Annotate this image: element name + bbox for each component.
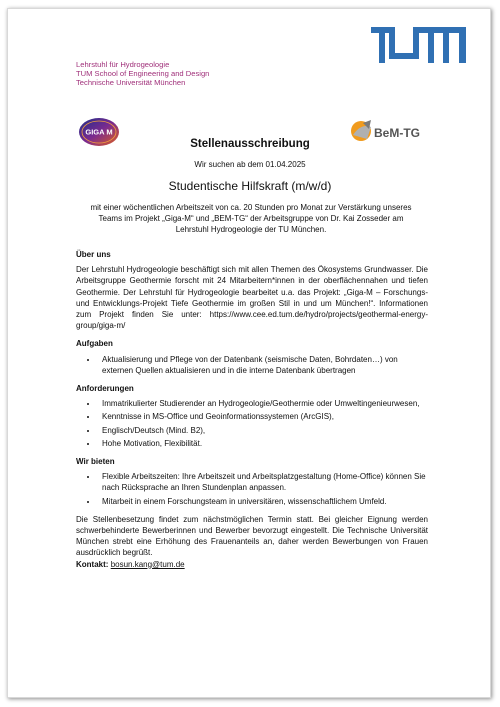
section-offer xyxy=(76,456,428,507)
list-item: • Hohe Motivation, Flexibilität. xyxy=(98,438,428,449)
contact-line xyxy=(76,559,428,570)
position-title: Studentische Hilfskraft (m/w/d) xyxy=(168,179,332,193)
list-item: • Englisch/Deutsch (Mind. B2), xyxy=(98,425,428,436)
list-item: • Kenntnisse in MS-Office und Geoinformationssystemen (ArcGIS), xyxy=(98,411,428,422)
header-line-chair: Lehrstuhl für Hydrogeologie xyxy=(76,60,170,69)
header-line-school: TUM School of Engineering and Design xyxy=(76,69,210,79)
list-item: • Mitarbeit in einem Forschungsteam in universitären, wissenschaftlichem Umfeld. xyxy=(98,496,428,507)
start-date-line: Wir suchen ab dem 01.04.2025 xyxy=(194,160,306,169)
intro-paragraph xyxy=(86,203,416,235)
list-item: • Aktualisierung und Pflege von der Datenbank (seismische Daten, Bohrdaten…) von externen Quellen aktualisieren und in die interne Datenbank übertragen xyxy=(98,354,428,376)
section-heading-tasks: Aufgaben xyxy=(76,339,113,349)
section-about xyxy=(76,249,428,331)
requirements-list xyxy=(76,398,428,449)
chair-header xyxy=(76,60,209,88)
tasks-list xyxy=(76,354,428,376)
about-text: Der Lehrstuhl Hydrogeologie beschäftigt sich mit allen Themen des Ökosystems Grundwasser. Die Arbeitsgruppe Geothermie forscht mit 24 Mitarbeitern*innen in der oberflächennahen und tiefen Geothermie. Der Lehrstuhl für Hydrogeologie bearbeitet u.a. das Projekt: „Giga-M – Forschungs- und Entwicklungs-Projekt Tiefe Geothermie im großen Stil in und um München!“. Informationen zum Projekt finden Sie unter: https://www.cee.ed.tum.de/hydro/projects/geothermal-energy-group/giga-m/ xyxy=(76,265,428,331)
closing-paragraph: Die Stellenbesetzung findet zum nächstmöglichen Termin statt. Bei gleicher Eignung werden schwerbehinderte Bewerberinnen und Bewerber bevorzugt eingestellt. Die Technische Universität München strebt eine Erhöhung des Frauenanteils an, daher werden Bewerbungen von Frauen ausdrücklich begrüßt. xyxy=(76,514,428,558)
section-heading-offer: Wir bieten xyxy=(76,457,115,467)
svg-text:GIGA M: GIGA M xyxy=(85,127,113,137)
page-title: Stellenausschreibung xyxy=(190,138,310,150)
header-line-university: Technische Universität München xyxy=(76,78,186,88)
section-tasks xyxy=(76,338,428,376)
tum-logo xyxy=(371,27,466,63)
contact-email-link[interactable]: bosun.kang@tum.de xyxy=(110,559,185,569)
intro-text: mit einer wöchentlichen Arbeitszeit von ca. 20 Stunden pro Monat zur Verstärkung unseres Teams im Projekt „Giga-M“ und „BEM-TG“ der Arbeitsgruppe von Dr. Kai Zosseder am Lehrstuhl Hydrogeologie der TU München. xyxy=(90,203,412,234)
content-body xyxy=(76,249,428,570)
svg-text:BeM-TG: BeM-TG xyxy=(374,126,420,140)
list-item: • Flexible Arbeitszeiten: Ihre Arbeitszeit und Arbeitsplatzgestaltung (Home-Office) können Sie nach Rücksprache an Ihren Stundenplan anpassen. xyxy=(98,471,428,493)
offer-list xyxy=(76,471,428,507)
section-heading-about: Über uns xyxy=(76,250,111,259)
section-heading-requirements: Anforderungen xyxy=(76,384,134,394)
list-item: • Immatrikulierter Studierender an Hydrogeologie/Geothermie oder Umweltingenieurwesen, xyxy=(98,398,428,409)
section-requirements xyxy=(76,383,428,449)
contact-label: Kontakt: xyxy=(76,559,109,569)
